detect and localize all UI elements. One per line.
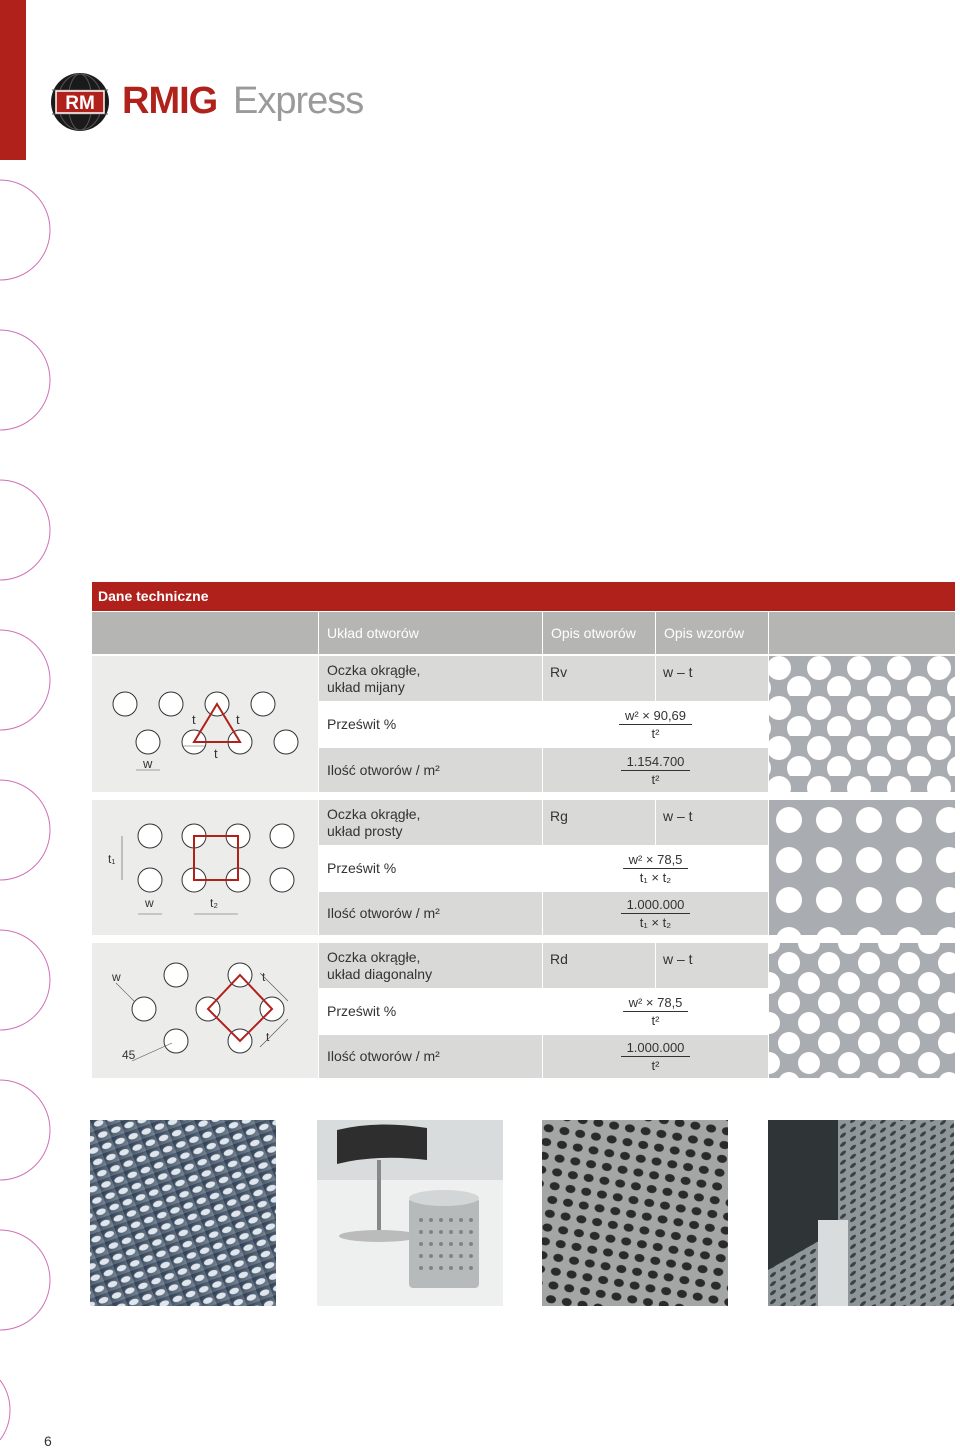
formula-denominator: t² bbox=[651, 726, 660, 741]
formula-denominator: t² bbox=[651, 1058, 660, 1073]
holes-count-formula bbox=[543, 748, 768, 792]
globe-logo-icon bbox=[50, 72, 110, 132]
diagram-label-t: t bbox=[262, 970, 266, 984]
formula-denominator: t₁ × t₂ bbox=[639, 870, 672, 885]
holes-count-label: Ilość otworów / m² bbox=[319, 748, 542, 792]
perforated-metal-closeup-photo bbox=[542, 1120, 728, 1306]
open-area-label: Prześwit % bbox=[327, 716, 397, 732]
pattern-name: Oczka okrągłe, układ prosty bbox=[319, 800, 542, 845]
page-number: 6 bbox=[44, 1433, 52, 1449]
straight-metal-swatch bbox=[769, 800, 955, 935]
perforated-sheet-photo bbox=[90, 1120, 276, 1306]
diagram-label-w: w bbox=[112, 970, 121, 984]
diagram-straight bbox=[92, 800, 318, 935]
diagram-label-t: t bbox=[192, 712, 196, 727]
holes-count-formula bbox=[543, 892, 768, 935]
formula-numerator: w² × 78,5 bbox=[623, 995, 689, 1012]
chair-and-basket-photo bbox=[317, 1120, 503, 1306]
holes-count-label: Ilość otworów / m² bbox=[319, 892, 542, 935]
decorative-arcs bbox=[0, 170, 60, 1450]
diagram-label-angle: 45 bbox=[122, 1048, 136, 1062]
column-holes-header: Opis otworów bbox=[543, 612, 655, 654]
open-area-label: Prześwit % bbox=[327, 860, 397, 876]
open-area-formula bbox=[543, 702, 768, 747]
brand-name: RMIG bbox=[122, 80, 218, 122]
formula-numerator: 1.154.700 bbox=[621, 754, 691, 771]
header-blank-right bbox=[769, 612, 955, 654]
open-area-label: Prześwit % bbox=[327, 1003, 397, 1019]
pattern-spec: w – t bbox=[656, 800, 768, 845]
formula-denominator: t² bbox=[651, 771, 660, 787]
staggered-pattern-diagram bbox=[92, 656, 318, 792]
diagonal-pattern-diagram bbox=[92, 943, 318, 1078]
straight-pattern-diagram bbox=[92, 800, 318, 935]
building-facade-photo bbox=[768, 1120, 954, 1306]
diagram-label-t: t bbox=[266, 1030, 270, 1044]
header-blank bbox=[92, 612, 318, 654]
staggered-metal-swatch bbox=[769, 656, 955, 792]
pattern-name: Oczka okrągłe, układ diagonalny bbox=[319, 943, 542, 988]
brand-logo bbox=[50, 70, 380, 134]
pattern-code: Rv bbox=[543, 656, 655, 701]
red-edge-bar bbox=[0, 0, 26, 160]
pattern-code: Rd bbox=[543, 943, 655, 988]
column-patterns-header: Opis wzorów bbox=[656, 612, 768, 654]
brand-subtitle: Express bbox=[233, 80, 364, 122]
pattern-name: Oczka okrągłe, układ mijany bbox=[319, 656, 542, 701]
formula-denominator: t² bbox=[651, 1013, 660, 1028]
pattern-spec: w – t bbox=[656, 656, 768, 701]
holes-count-label: Ilość otworów / m² bbox=[319, 1035, 542, 1078]
pattern-spec: w – t bbox=[656, 943, 768, 988]
section-title: Dane techniczne bbox=[92, 582, 955, 611]
formula-numerator: w² × 78,5 bbox=[623, 852, 689, 869]
diagram-label-t2: t₂ bbox=[210, 896, 218, 910]
diagonal-metal-swatch bbox=[769, 943, 955, 1078]
diagram-label-t: t bbox=[236, 712, 240, 727]
diagram-diagonal bbox=[92, 943, 318, 1078]
formula-numerator: w² × 90,69 bbox=[619, 708, 692, 725]
diagram-label-t1: t₁ bbox=[108, 852, 116, 866]
formula-denominator: t₁ × t₂ bbox=[639, 915, 672, 930]
formula-numerator: 1.000.000 bbox=[621, 897, 691, 914]
pattern-code: Rg bbox=[543, 800, 655, 845]
diagram-staggered bbox=[92, 656, 318, 792]
open-area-formula bbox=[543, 989, 768, 1034]
diagram-label-w: w bbox=[145, 896, 154, 910]
diagram-label-w: w bbox=[143, 756, 153, 771]
diagram-label-t: t bbox=[214, 746, 218, 761]
holes-count-formula bbox=[543, 1035, 768, 1078]
column-layout-header: Układ otworów bbox=[319, 612, 542, 654]
formula-numerator: 1.000.000 bbox=[621, 1040, 691, 1057]
logo-monogram: RM bbox=[65, 93, 95, 114]
open-area-formula bbox=[543, 846, 768, 891]
